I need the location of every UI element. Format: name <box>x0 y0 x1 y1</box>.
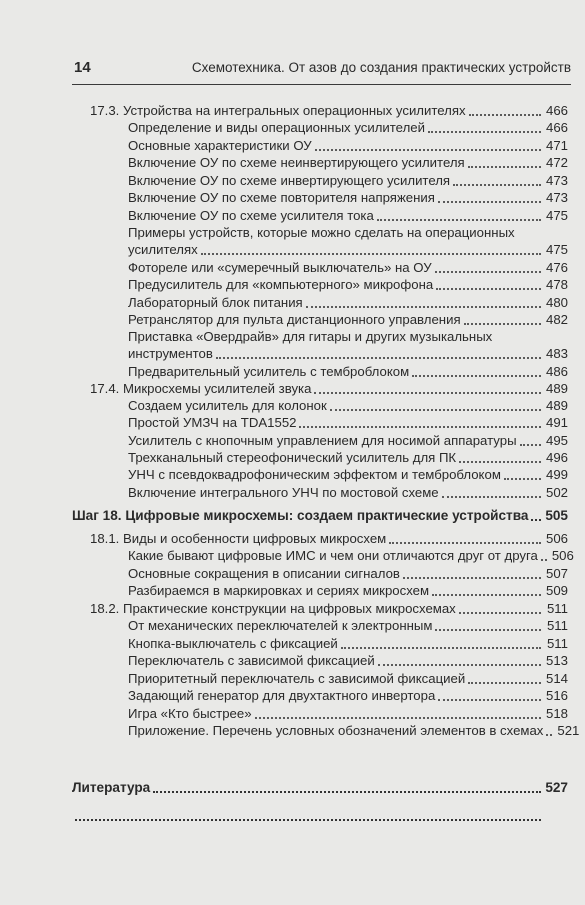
toc-entry[interactable] <box>128 311 568 329</box>
toc-entry-title: Приложение. Перечень условных обозначений элементов в схемах <box>128 723 544 738</box>
leader-dots <box>412 375 541 377</box>
toc-entry[interactable] <box>128 617 568 635</box>
toc-entry-page: 505 <box>545 508 568 523</box>
leader-dots <box>201 253 541 255</box>
leader-dots <box>315 149 541 151</box>
toc-entry-page: 527 <box>545 780 568 795</box>
toc-entry-page: 496 <box>545 450 568 465</box>
leader-dots <box>435 629 541 631</box>
toc-entry-title: Трехканальный стереофонический усилитель для ПК <box>128 450 457 465</box>
toc-entry-title: 17.3. Устройства на интегральных операционных усилителях <box>90 103 466 118</box>
toc-entry-title: Приставка «Овердрайв» для гитары и других музыкальных <box>128 329 493 344</box>
leader-dots <box>546 734 552 736</box>
leader-dots <box>153 791 541 793</box>
toc-entry-title: Создаем усилитель для колонок <box>128 398 327 413</box>
toc-entry[interactable] <box>128 652 568 670</box>
leader-dots <box>330 409 541 411</box>
leader-dots <box>469 114 541 116</box>
toc-entry-title: Литература <box>72 780 151 795</box>
toc-entry-title: усилителях <box>128 242 198 257</box>
toc-entry-page: 466 <box>545 103 568 118</box>
leader-dots <box>459 612 541 614</box>
toc-entry[interactable] <box>128 397 568 415</box>
leader-dots <box>216 357 541 359</box>
toc-entry-title: Разбираемся в маркировках и сериях микросхем <box>128 583 430 598</box>
toc-entry-title: Основные характеристики ОУ <box>128 138 312 153</box>
leader-dots <box>468 682 541 684</box>
leader-dots <box>341 647 541 649</box>
toc-entry-page: 495 <box>545 433 568 448</box>
toc-entry-page: 486 <box>545 364 568 379</box>
toc-entry-page: 511 <box>546 601 568 616</box>
toc-entry[interactable] <box>90 102 568 120</box>
toc-entry[interactable] <box>128 259 568 277</box>
toc-chapter[interactable] <box>72 779 568 797</box>
toc-entry[interactable] <box>90 530 568 548</box>
toc-entry-page: 511 <box>546 618 568 633</box>
leader-dots <box>403 577 541 579</box>
leader-dots <box>255 717 541 719</box>
toc-entry-title: Основные сокращения в описании сигналов <box>128 566 400 581</box>
leader-dots <box>436 288 541 290</box>
toc-entry-page: 476 <box>545 260 568 275</box>
toc-entry-title: Задающий генератор для двухтактного инвертора <box>128 688 436 703</box>
toc-entry-page: 475 <box>545 242 568 257</box>
toc-entry[interactable] <box>128 449 568 467</box>
toc-entry-page: 473 <box>545 173 568 188</box>
toc-entry[interactable] <box>128 722 580 740</box>
toc-entry-title: Игра «Кто быстрее» <box>128 706 252 721</box>
toc-entry-title: Приоритетный переключатель с зависимой фиксацией <box>128 671 466 686</box>
toc-entry-page: 502 <box>545 485 568 500</box>
toc-entry-title: Фотореле или «сумеречный выключатель» на ОУ <box>128 260 432 275</box>
toc-entry-title: Включение ОУ по схеме неинвертирующего усилителя <box>128 155 465 170</box>
toc-entry-page: 507 <box>545 566 568 581</box>
toc-chapter[interactable] <box>72 807 568 825</box>
toc-entry-page: 482 <box>545 312 568 327</box>
toc-entry-title: Простой УМЗЧ на TDA1552 <box>128 415 297 430</box>
toc-entry-page: 472 <box>545 155 568 170</box>
toc-entry[interactable] <box>128 635 568 653</box>
toc-entry[interactable] <box>128 414 568 432</box>
toc-entry-page: 514 <box>545 671 568 686</box>
leader-dots <box>442 496 541 498</box>
toc-entry-title: Включение ОУ по схеме усилителя тока <box>128 208 374 223</box>
page-header <box>74 59 571 83</box>
toc-entry-title: Примеры устройств, которые можно сделать на операционных <box>128 225 515 240</box>
toc-entry[interactable] <box>90 600 568 618</box>
toc-entry[interactable] <box>128 466 568 484</box>
leader-dots <box>306 306 541 308</box>
toc-entry[interactable] <box>128 189 568 207</box>
toc-entry-page: 478 <box>545 277 568 292</box>
leader-dots <box>531 519 541 521</box>
toc-entry[interactable] <box>128 705 568 723</box>
leader-dots <box>377 219 541 221</box>
toc-entry-page: 473 <box>545 190 568 205</box>
toc-entry[interactable] <box>128 432 568 450</box>
toc-entry[interactable] <box>128 363 568 381</box>
toc-entry-page: 499 <box>545 467 568 482</box>
leader-dots <box>468 166 541 168</box>
toc-entry-page: 491 <box>545 415 568 430</box>
leader-dots <box>378 664 541 666</box>
leader-dots <box>438 699 541 701</box>
toc-entry-title: Включение ОУ по схеме повторителя напряжения <box>128 190 435 205</box>
toc-entry[interactable] <box>128 207 568 225</box>
toc-entry-page: 509 <box>545 583 568 598</box>
toc-entry-title: Какие бывают цифровые ИМС и чем они отличаются друг от друга <box>128 548 538 563</box>
toc-entry[interactable] <box>90 380 568 398</box>
toc-entry-title: Предусилитель для «компьютерного» микрофона <box>128 277 434 292</box>
leader-dots <box>428 131 541 133</box>
toc-entry[interactable] <box>128 582 568 600</box>
toc-entry[interactable] <box>128 294 568 312</box>
toc-entry-title: Определение и виды операционных усилителей <box>128 120 425 135</box>
toc-entry-title: Предварительный усилитель с темброблоком <box>128 364 410 379</box>
leader-dots <box>520 444 541 446</box>
toc-entry-title: Ретранслятор для пульта дистанционного управления <box>128 312 461 327</box>
toc-entry-page: 489 <box>545 381 568 396</box>
toc-entry[interactable] <box>128 547 574 565</box>
toc-entry[interactable] <box>128 687 568 705</box>
toc-entry-title: Шаг 18. Цифровые микросхемы: создаем практические устройства <box>72 508 529 523</box>
leader-dots <box>299 426 541 428</box>
toc-entry-title: инструментов <box>128 346 213 361</box>
leader-dots <box>459 461 541 463</box>
toc-entry-page: 521 <box>557 723 580 738</box>
toc-entry[interactable] <box>128 241 568 259</box>
leader-dots <box>453 184 541 186</box>
toc-entry-title: Лабораторный блок питания <box>128 295 303 310</box>
toc-entry-title: 17.4. Микросхемы усилителей звука <box>90 381 312 396</box>
toc-entry-title: От механических переключателей к электронным <box>128 618 433 633</box>
toc-entry[interactable] <box>128 172 568 190</box>
leader-dots <box>435 271 541 273</box>
toc-entry-page: 466 <box>545 120 568 135</box>
toc-entry-page: 489 <box>545 398 568 413</box>
leader-dots <box>541 559 547 561</box>
leader-dots <box>314 392 541 394</box>
leader-dots <box>464 323 541 325</box>
toc-entry[interactable] <box>128 224 568 242</box>
toc-entry[interactable] <box>128 328 568 346</box>
toc-entry[interactable] <box>128 565 568 583</box>
toc-entry-page: 483 <box>545 346 568 361</box>
toc-entry-title: Переключатель с зависимой фиксацией <box>128 653 375 668</box>
toc-entry-title: Кнопка-выключатель с фиксацией <box>128 636 338 651</box>
leader-dots <box>432 594 541 596</box>
page-number: 14 <box>74 59 91 76</box>
toc-entry[interactable] <box>128 137 568 155</box>
leader-dots <box>504 478 541 480</box>
leader-dots <box>75 819 541 821</box>
toc-entry-page: 471 <box>545 138 568 153</box>
toc-entry-title: Включение ОУ по схеме инвертирующего усилителя <box>128 173 451 188</box>
header-rule <box>72 84 571 85</box>
toc-entry-title: Усилитель с кнопочным управлением для носимой аппаратуры <box>128 433 517 448</box>
toc-entry-page: 511 <box>546 636 568 651</box>
toc-entry-title: 18.1. Виды и особенности цифровых микросхем <box>90 531 387 546</box>
running-title: Схемотехника. От азов до создания практических устройств <box>191 60 571 75</box>
toc-entry-page: 475 <box>545 208 568 223</box>
leader-dots <box>389 542 541 544</box>
toc-entry[interactable] <box>128 276 568 294</box>
toc-chapter[interactable] <box>72 507 568 525</box>
leader-dots <box>438 201 541 203</box>
toc-entry[interactable] <box>128 484 568 502</box>
toc-entry-title: УНЧ с псевдоквадрофоническим эффектом и темброблоком <box>128 467 501 482</box>
toc-entry[interactable] <box>128 670 568 688</box>
toc-entry[interactable] <box>128 345 568 363</box>
toc-entry-page: 506 <box>545 531 568 546</box>
toc-entry-page: 513 <box>545 653 568 668</box>
toc-entry[interactable] <box>128 119 568 137</box>
toc-entry-title: Включение интегрального УНЧ по мостовой схеме <box>128 485 439 500</box>
toc-entry-page: 516 <box>545 688 568 703</box>
toc-entry[interactable] <box>128 154 568 172</box>
toc-entry-page: 506 <box>551 548 574 563</box>
toc-entry-title: 18.2. Практические конструкции на цифровых микросхемах <box>90 601 456 616</box>
toc-entry-page: 518 <box>545 706 568 721</box>
toc-entry-page: 480 <box>545 295 568 310</box>
